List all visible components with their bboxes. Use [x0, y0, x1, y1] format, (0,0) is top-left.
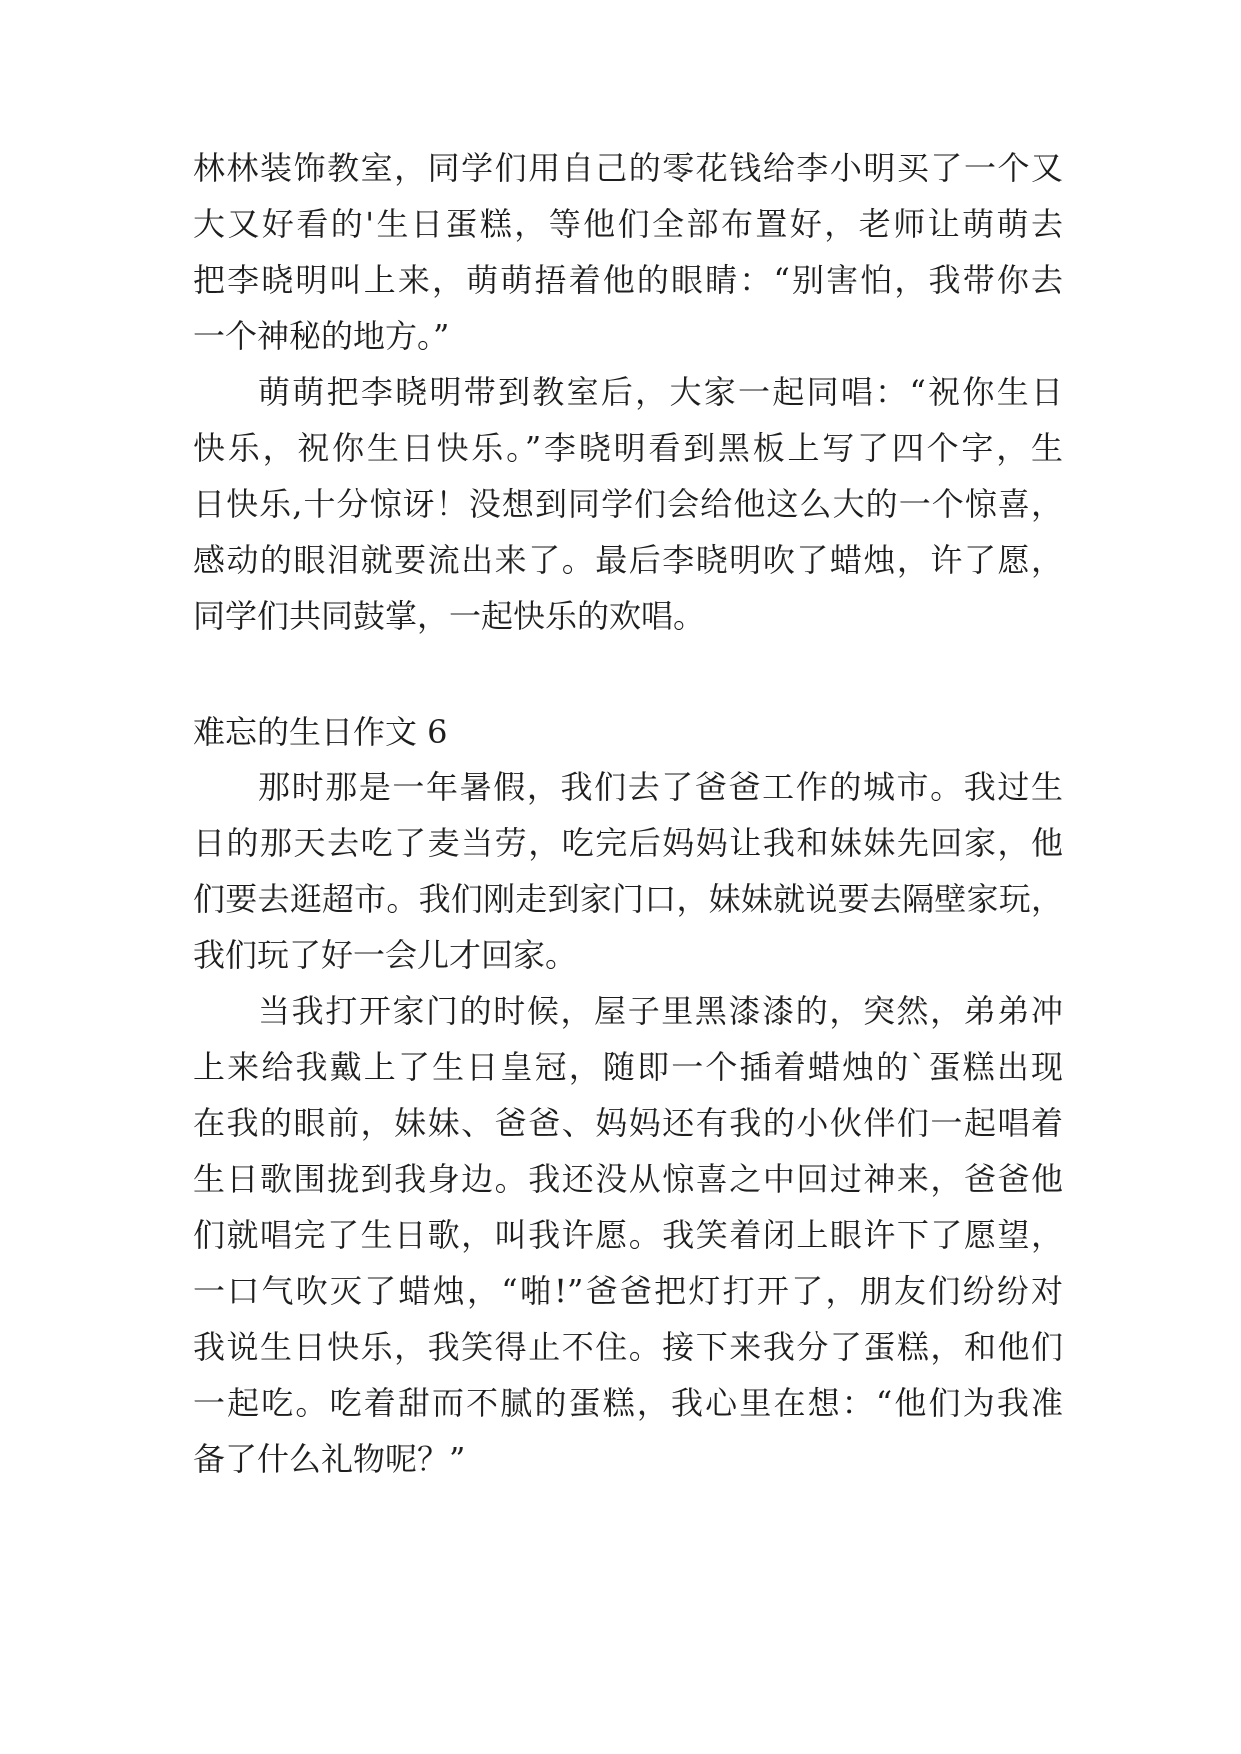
paragraph-line: 上来给我戴上了生日皇冠，随即一个插着蜡烛的`蛋糕出现 — [193, 1048, 1063, 1086]
paragraph-line: 生日歌围拢到我身边。我还没从惊喜之中回过神来，爸爸他 — [193, 1160, 1063, 1198]
paragraph-line: 林林装饰教室，同学们用自己的零花钱给李小明买了一个又 — [193, 149, 1063, 187]
paragraph-line: 把李晓明叫上来，萌萌捂着他的眼睛：“别害怕，我带你去 — [193, 261, 1063, 299]
paragraph-line: 日快乐,十分惊讶！没想到同学们会给他这么大的一个惊喜， — [193, 485, 1063, 523]
paragraph-line: 一起吃。吃着甜而不腻的蛋糕，我心里在想：“他们为我准 — [193, 1384, 1063, 1422]
paragraph-line: 快乐，祝你生日快乐。”李晓明看到黑板上写了四个字，生 — [193, 429, 1063, 467]
section-heading: 难忘的生日作文 6 — [193, 713, 448, 751]
paragraph-line: 我说生日快乐，我笑得止不住。接下来我分了蛋糕，和他们 — [193, 1328, 1063, 1366]
paragraph-line: 一口气吹灭了蜡烛，“啪!”爸爸把灯打开了，朋友们纷纷对 — [193, 1272, 1063, 1310]
paragraph-line: 萌萌把李晓明带到教室后，大家一起同唱：“祝你生日 — [258, 373, 1063, 411]
paragraph-line: 备了什么礼物呢？” — [193, 1440, 466, 1478]
paragraph-line: 一个神秘的地方。” — [193, 317, 450, 355]
paragraph-line: 日的那天去吃了麦当劳，吃完后妈妈让我和妹妹先回家，他 — [193, 824, 1063, 862]
paragraph-line: 感动的眼泪就要流出来了。最后李晓明吹了蜡烛，许了愿， — [193, 541, 1063, 579]
paragraph-line: 在我的眼前，妹妹、爸爸、妈妈还有我的小伙伴们一起唱着 — [193, 1104, 1063, 1142]
paragraph-line: 们要去逛超市。我们刚走到家门口，妹妹就说要去隔壁家玩， — [193, 880, 1063, 918]
paragraph-line: 大又好看的'生日蛋糕，等他们全部布置好，老师让萌萌去 — [193, 205, 1063, 243]
paragraph-line: 我们玩了好一会儿才回家。 — [193, 936, 578, 974]
paragraph-line: 当我打开家门的时候，屋子里黑漆漆的，突然，弟弟冲 — [258, 992, 1063, 1030]
paragraph-line: 那时那是一年暑假，我们去了爸爸工作的城市。我过生 — [258, 768, 1063, 806]
paragraph-line: 们就唱完了生日歌，叫我许愿。我笑着闭上眼许下了愿望， — [193, 1216, 1063, 1254]
paragraph-line: 同学们共同鼓掌，一起快乐的欢唱。 — [193, 597, 706, 635]
